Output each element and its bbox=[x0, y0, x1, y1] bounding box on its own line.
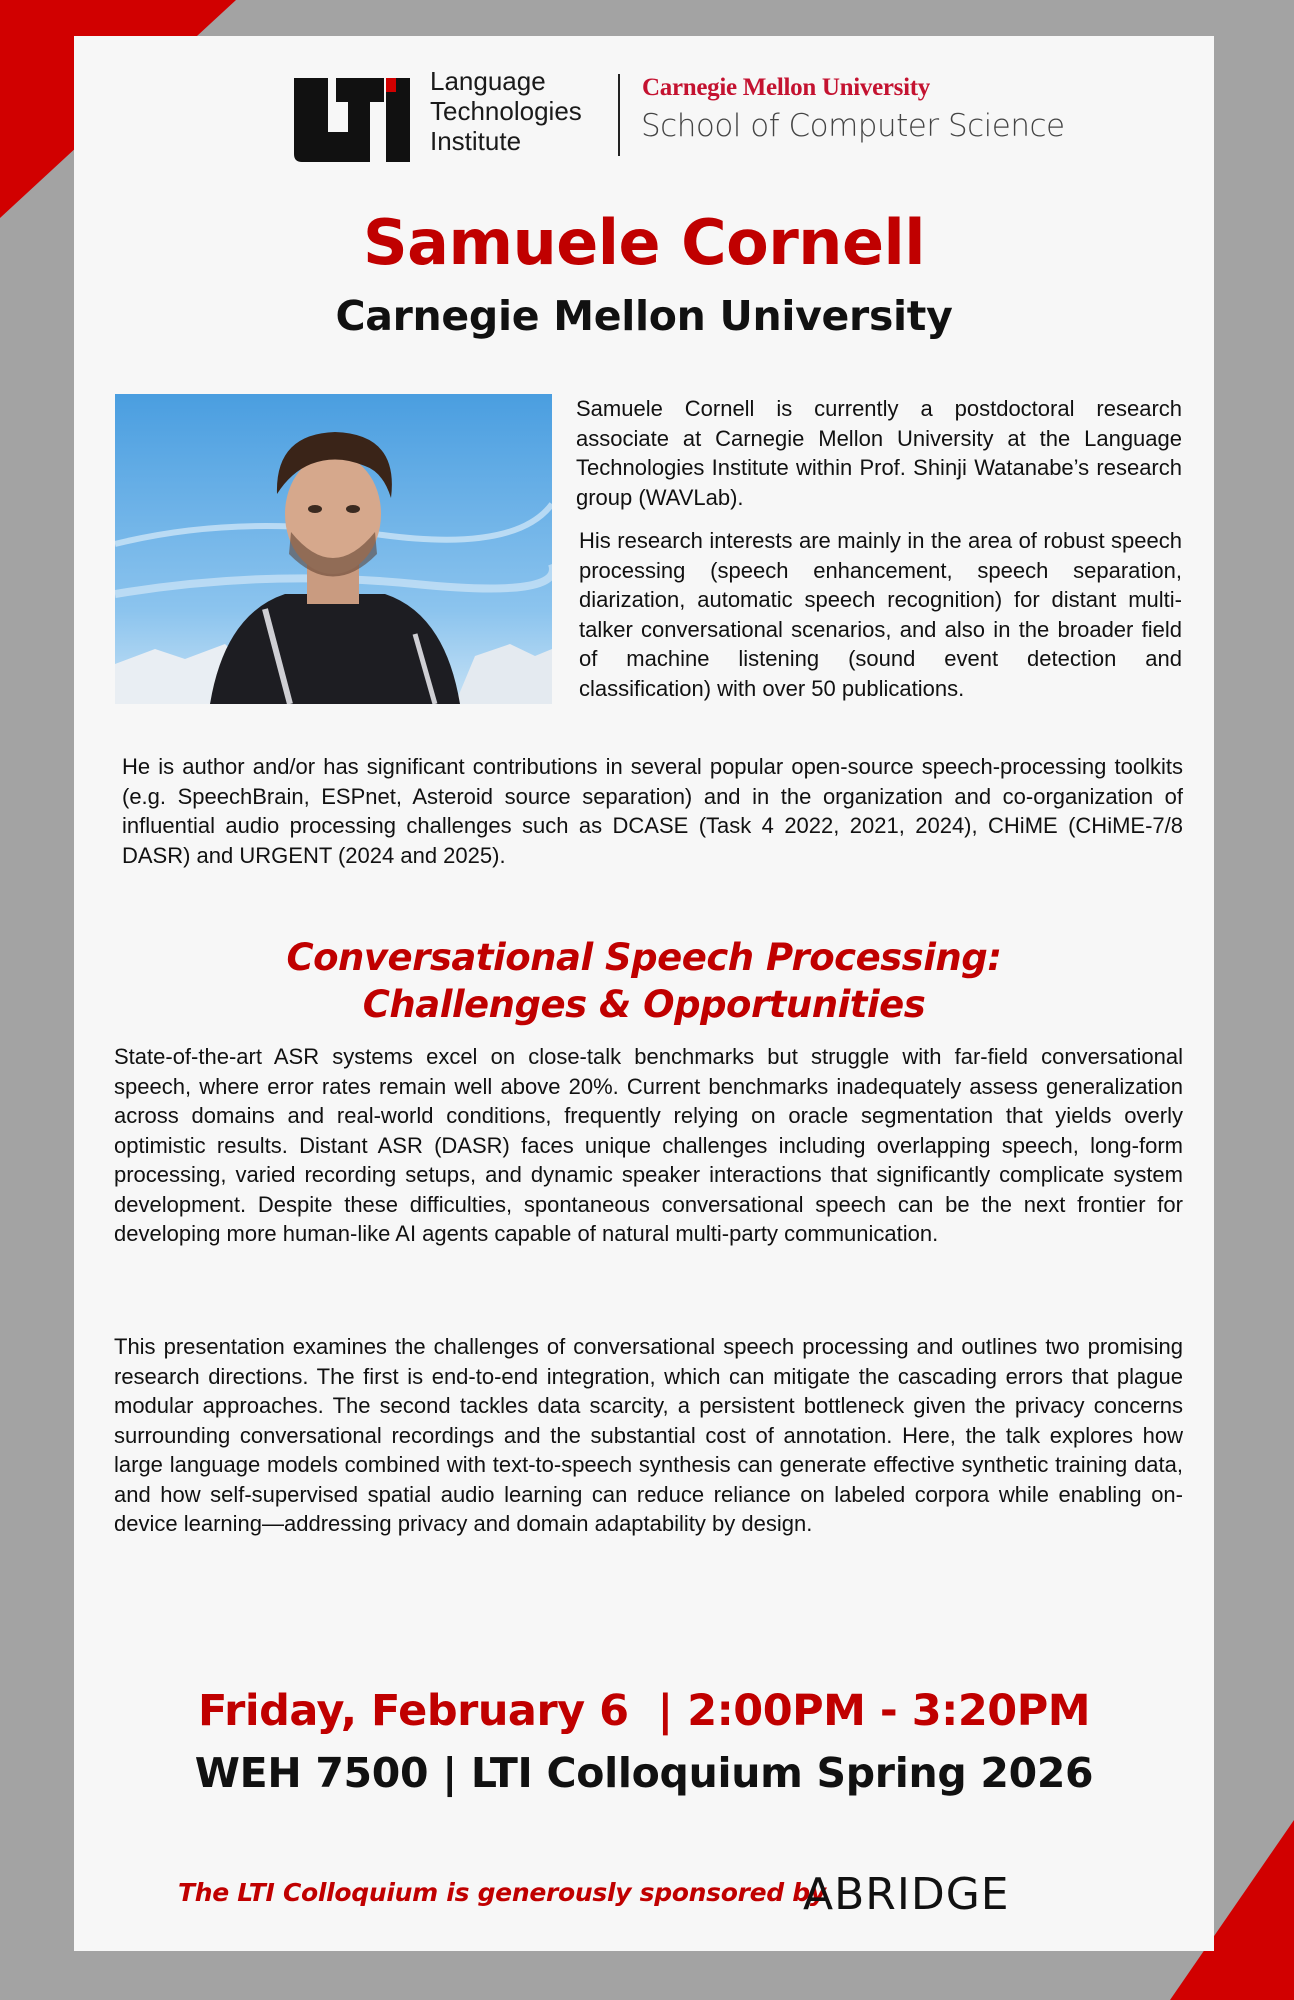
talk-title bbox=[74, 934, 1214, 1028]
bio-paragraph-3: He is author and/or has significant contributions in several popular open-source speech-processing toolkits (e.g. SpeechBrain, ESPnet, Asteroid source separation) and in the organization and co-organization of influential audio processing challenges such as DCASE (Task 4 2022, 2021, 2024), CHiME (CHiME-7/8 DASR) and URGENT (2024 and 2025). bbox=[122, 754, 1183, 868]
bio-paragraph-2: His research interests are mainly in the area of robust speech processing (speech enhancement, speech separation, diarization, automatic speech recognition) for distant multi-talker conversational scenarios, and also in the broader field of machine listening (sound event detection and classification) with over 50 publications. bbox=[579, 528, 1182, 701]
abstract-paragraph-1: State-of-the-art ASR systems excel on close-talk benchmarks but struggle with far-field conversational speech, where error rates remain well above 20%. Current benchmarks inadequately assess generalization across domains and real-world conditions, frequently relying on oracle segmentation that yields overly optimistic results. Distant ASR (DASR) faces unique challenges including overlapping speech, long-form processing, varied recording setups, and dynamic speaker interactions that significantly complicate system development. Despite these difficulties, spontaneous conversational speech can be the next frontier for developing more human-like AI agents capable of natural multi-party communication. bbox=[114, 1044, 1183, 1246]
speaker-affiliation: Carnegie Mellon University bbox=[335, 292, 953, 340]
talk-title-line-2: Challenges & Opportunities bbox=[362, 983, 926, 1026]
lti-name bbox=[430, 66, 582, 156]
lti-name-line-2: Technologies bbox=[430, 96, 582, 126]
speaker-photo bbox=[115, 394, 552, 704]
logo-divider bbox=[618, 74, 620, 156]
sponsor-text: The LTI Colloquium is generously sponsored by bbox=[178, 1878, 826, 1907]
bio-paragraph-1: Samuele Cornell is currently a postdoctoral research associate at Carnegie Mellon University at the Language Technologies Institute within Prof. Shinji Watanabe’s research group (WAVLab). bbox=[576, 396, 1182, 510]
abstract-paragraph-2: This presentation examines the challenges of conversational speech processing and outlines two promising research directions. The first is end-to-end integration, which can mitigate the cascading errors that plague modular approaches. The second tackles data scarcity, a persistent bottleneck given the privacy concerns surrounding conversational recordings and the substantial cost of annotation. Here, the talk explores how large language models combined with text-to-speech synthesis can generate effective synthetic training data, and how self-supervised spatial audio learning can reduce reliance on labeled corpora while enabling on-device learning—addressing privacy and domain adaptability by design. bbox=[114, 1334, 1183, 1536]
talk-title-line-1: Conversational Speech Processing: bbox=[286, 936, 1002, 979]
scs-wordmark: School of Computer Science bbox=[641, 108, 1065, 144]
lti-name-line-3: Institute bbox=[430, 126, 522, 156]
speaker-name: Samuele Cornell bbox=[362, 206, 926, 279]
cmu-wordmark: Carnegie Mellon University bbox=[642, 74, 930, 101]
sponsor-logo: ABRIDGE bbox=[803, 1869, 1010, 1920]
lti-name-line-1: Language bbox=[430, 66, 546, 96]
lti-logo-icon bbox=[286, 76, 410, 162]
event-location: WEH 7500 | LTI Colloquium Spring 2026 bbox=[194, 1749, 1094, 1797]
poster-panel bbox=[74, 36, 1214, 1951]
event-date-time: Friday, February 6 | 2:00PM - 3:20PM bbox=[198, 1686, 1090, 1736]
